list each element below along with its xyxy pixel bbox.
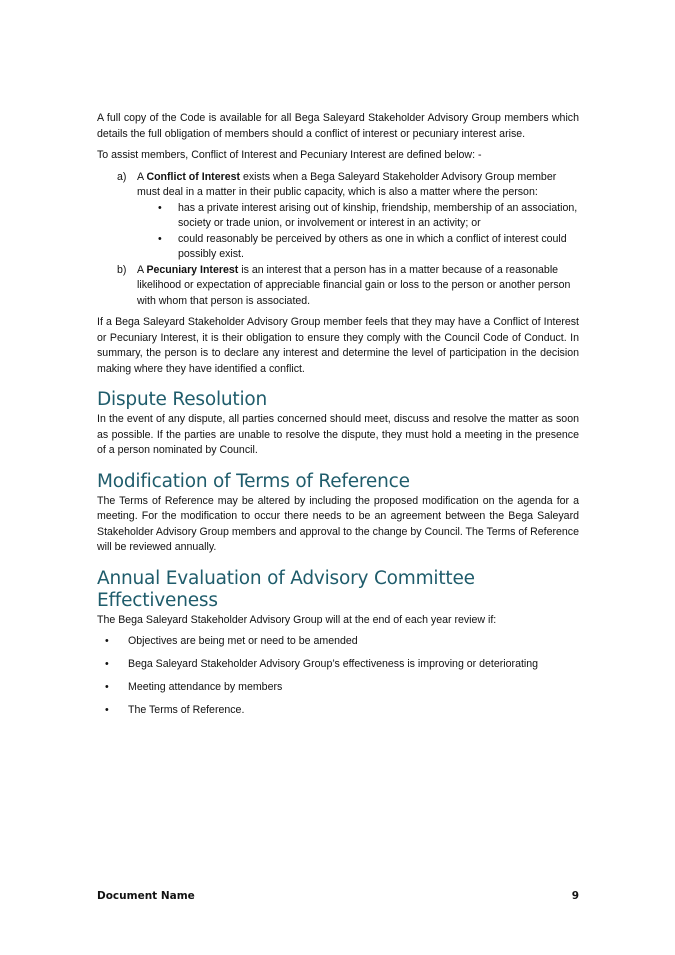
list-item-text: Objectives are being met or need to be amended — [128, 635, 358, 647]
bullet-icon: • — [158, 201, 162, 214]
list-item — [137, 232, 579, 263]
bullet-icon: • — [105, 681, 109, 693]
bullet-icon: • — [105, 635, 109, 647]
modification-body: The Terms of Reference may be altered by including the proposed modification on the agenda for a meeting. For the modification to occur there needs to be an agreement between the Bega Saleyard Stakeholder Advisory Group members and approval to the change by Council. The Terms of Reference will be reviewed annually. — [97, 494, 579, 553]
list-item — [97, 657, 579, 673]
list-item — [137, 201, 579, 232]
list-marker: b) — [117, 263, 127, 276]
definition-prefix: A — [137, 170, 147, 183]
intro-paragraph-1: A full copy of the Code is available for all Bega Saleyard Stakeholder Advisory Group members which details the full obligation of members should a conflict of interest or pecuniary interest arise. — [97, 112, 579, 140]
sub-item-text: could reasonably be perceived by others as one in which a conflict of interest could possibly exist. — [178, 232, 567, 260]
bullet-icon: • — [105, 658, 109, 670]
list-item-text: Bega Saleyard Stakeholder Advisory Group’s effectiveness is improving or deteriorating — [128, 658, 539, 670]
list-item — [97, 680, 579, 696]
intro-paragraph-2: To assist members, Conflict of Interest and Pecuniary Interest are defined below: - — [97, 149, 482, 161]
list-item-text: The Terms of Reference. — [128, 704, 245, 716]
conflict-sub-list — [137, 201, 579, 263]
dispute-resolution-heading: Dispute Resolution — [97, 389, 268, 410]
footer-document-name: Document Name — [97, 890, 195, 902]
definition-text: exists when a Bega Saleyard Stakeholder Advisory Group member must deal in a matter in their public capacity, which is also a matter where the person: — [137, 170, 557, 198]
evaluation-body: The Bega Saleyard Stakeholder Advisory Group will at the end of each year review if: — [97, 613, 497, 626]
bullet-icon: • — [105, 704, 109, 716]
bullet-icon: • — [158, 232, 162, 245]
list-item-text: Meeting attendance by members — [128, 681, 283, 693]
footer-page-number: 9 — [571, 890, 579, 902]
definition-conflict-of-interest — [97, 170, 579, 263]
evaluation-heading — [97, 568, 579, 612]
definition-term: Pecuniary Interest — [146, 263, 239, 276]
definition-prefix: A — [137, 263, 147, 276]
list-item — [97, 634, 579, 650]
definitions-list — [97, 170, 579, 310]
list-item — [97, 703, 579, 719]
definition-text: is an interest that a person has in a matter because of a reasonable likelihood or expectation of appreciable financial gain or loss to the person or another person with whom that person is associated. — [137, 263, 571, 307]
evaluation-heading-line-1: Annual Evaluation of Advisory Committee — [97, 567, 475, 589]
list-marker: a) — [117, 170, 127, 183]
conflict-paragraph: If a Bega Saleyard Stakeholder Advisory Group member feels that they may have a Conflict of Interest or Pecuniary Interest, it is their obligation to ensure they comply with the Council Code of Conduct. In summary, the person is to declare any interest and determine the level of participation in the decision making where they have identified a conflict. — [97, 316, 579, 375]
page-content — [97, 111, 579, 726]
sub-item-text: has a private interest arising out of kinship, friendship, membership of an association, society or trade union, or involvement or interest in an activity; or — [178, 201, 578, 229]
dispute-resolution-body: In the event of any dispute, all parties concerned should meet, discuss and resolve the matter as soon as possible. If the parties are unable to resolve the dispute, they must hold a meeting in the presence of a person nominated by Council. — [97, 413, 579, 456]
evaluation-heading-line-2: Effectiveness — [97, 589, 218, 611]
modification-heading: Modification of Terms of Reference — [97, 470, 410, 492]
definition-term: Conflict of Interest — [146, 170, 241, 183]
definition-pecuniary-interest — [97, 263, 579, 310]
evaluation-list — [97, 634, 579, 719]
